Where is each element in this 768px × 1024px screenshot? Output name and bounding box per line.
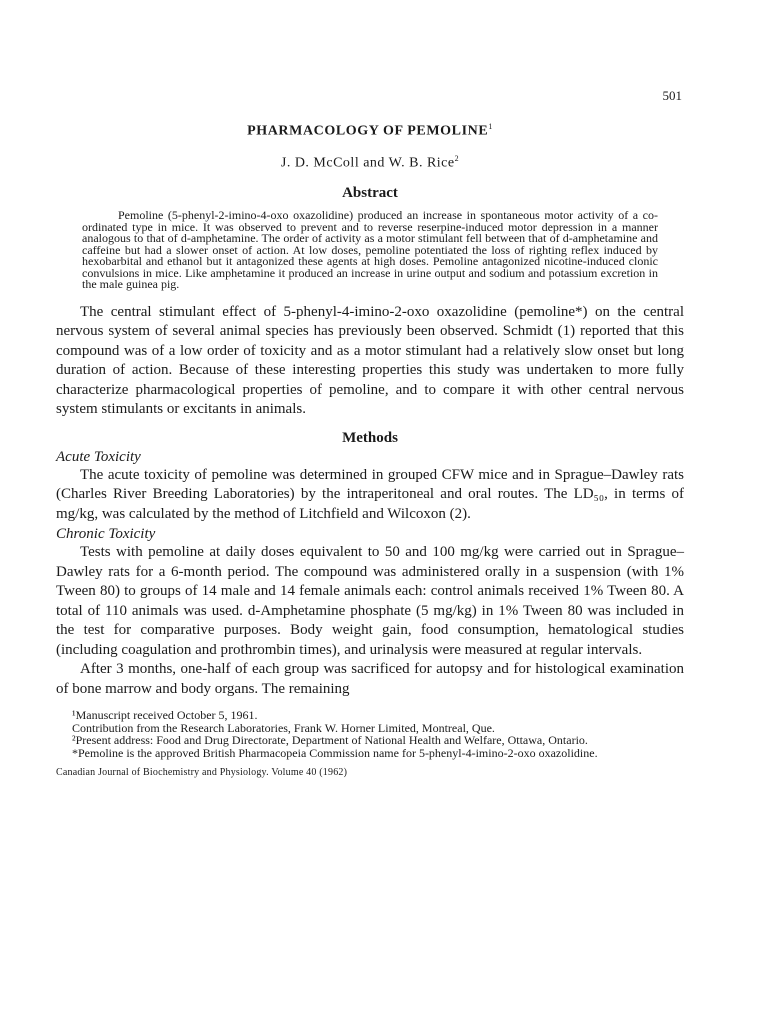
authors-text: J. D. McColl and W. B. Rice [280, 155, 455, 171]
paper-authors [56, 154, 684, 172]
intro-paragraph: The central stimulant effect of 5-phenyl-4-imino-2-oxo oxazolidine (pemoline*) on the central nervous system of several animal species has previously been observed. Schmidt (1) reported that this compound was of a low order of toxicity and as a motor stimulant had a relatively slow onset but long duration of action. Because of these interesting properties this study was undertaken to more fully characterize pharmacological properties of pemoline, and to compare it with other central nervous system stimulants or excitants in animals. [56, 303, 684, 418]
footnote-1: ¹Manuscript received October 5, 1961. [72, 708, 258, 723]
introduction-section [56, 303, 684, 420]
chronic-toxicity-heading: Chronic Toxicity [56, 526, 156, 543]
chronic-toxicity-section [56, 543, 684, 699]
journal-citation: Canadian Journal of Biochemistry and Physiology. Volume 40 (1962) [56, 767, 348, 779]
title-text: PHARMACOLOGY OF PEMOLINE [247, 123, 489, 139]
footnote-contribution: Contribution from the Research Laboratories, Frank W. Horner Limited, Montreal, Que. [72, 720, 495, 735]
footnote-2: ²Present address: Food and Drug Directorate, Department of National Health and Welfare, Ottawa, Ontario. [72, 733, 588, 748]
methods-heading: Methods [342, 429, 398, 446]
chronic-toxicity-paragraph-1: Tests with pemoline at daily doses equivalent to 50 and 100 mg/kg were carried out in Sprague–Dawley rats for a 6-month period. The compound was administered orally in a suspension (with 1% Tween 80) to groups of 14 male and 14 female animals each: control animals received 1% Tween 80. A total of 110 animals was used. d-Amphetamine phosphate (5 mg/kg) in 1% Tween 80 was included in the test for comparative purposes. Body weight gain, food consumption, hematological studies (including coagulation and prothrombin times), and urinalysis were measured at regular intervals. [56, 544, 684, 658]
title-footnote-marker: 1 [488, 122, 493, 131]
chronic-toxicity-paragraph-2: After 3 months, one-half of each group was sacrificed for autopsy and for histological examination of bone marrow and body organs. The remaining [56, 661, 684, 697]
acute-toxicity-paragraph: The acute toxicity of pemoline was determined in grouped CFW mice and in Sprague–Dawley rats (Charles River Breeding Laboratories) by the intraperitoneal and oral routes. The LD₅₀, in terms of mg/kg, was calculated by the method of Litchfield and Wilcoxon (2). [56, 466, 684, 522]
acute-toxicity-section [56, 466, 684, 525]
abstract-heading: Abstract [342, 185, 398, 202]
footnotes [56, 709, 684, 759]
acute-toxicity-heading: Acute Toxicity [56, 448, 141, 465]
paper-page [56, 86, 684, 778]
authors-footnote-marker: 2 [454, 153, 460, 163]
paper-title [56, 122, 684, 140]
footnote-asterisk: *Pemoline is the approved British Pharmacopeia Commission name for 5-phenyl-4-imino-2-oxo oxazolidine. [72, 745, 598, 760]
abstract-text: Pemoline (5-phenyl-2-imino-4-oxo oxazolidine) produced an increase in spontaneous motor activity of a co-ordinated type in mice. It was observed to prevent and to reverse reserpine-induced motor depression in a manner analogous to that of d-amphetamine. The order of activity as a motor stimulant fell between that of d-amphetamine and caffeine but had a slower onset of action. At low doses, pemoline potentiated the loss of righting reflex induced by hexobarbital and ethanol but it antagonized these agents at high doses. Pemoline antagonized nicotine-induced clonic convulsions in mice. Like amphetamine it produced an increase in urine output and sodium and potassium excretion in the male guinea pig. [82, 208, 658, 292]
page-number: 501 [662, 88, 682, 103]
